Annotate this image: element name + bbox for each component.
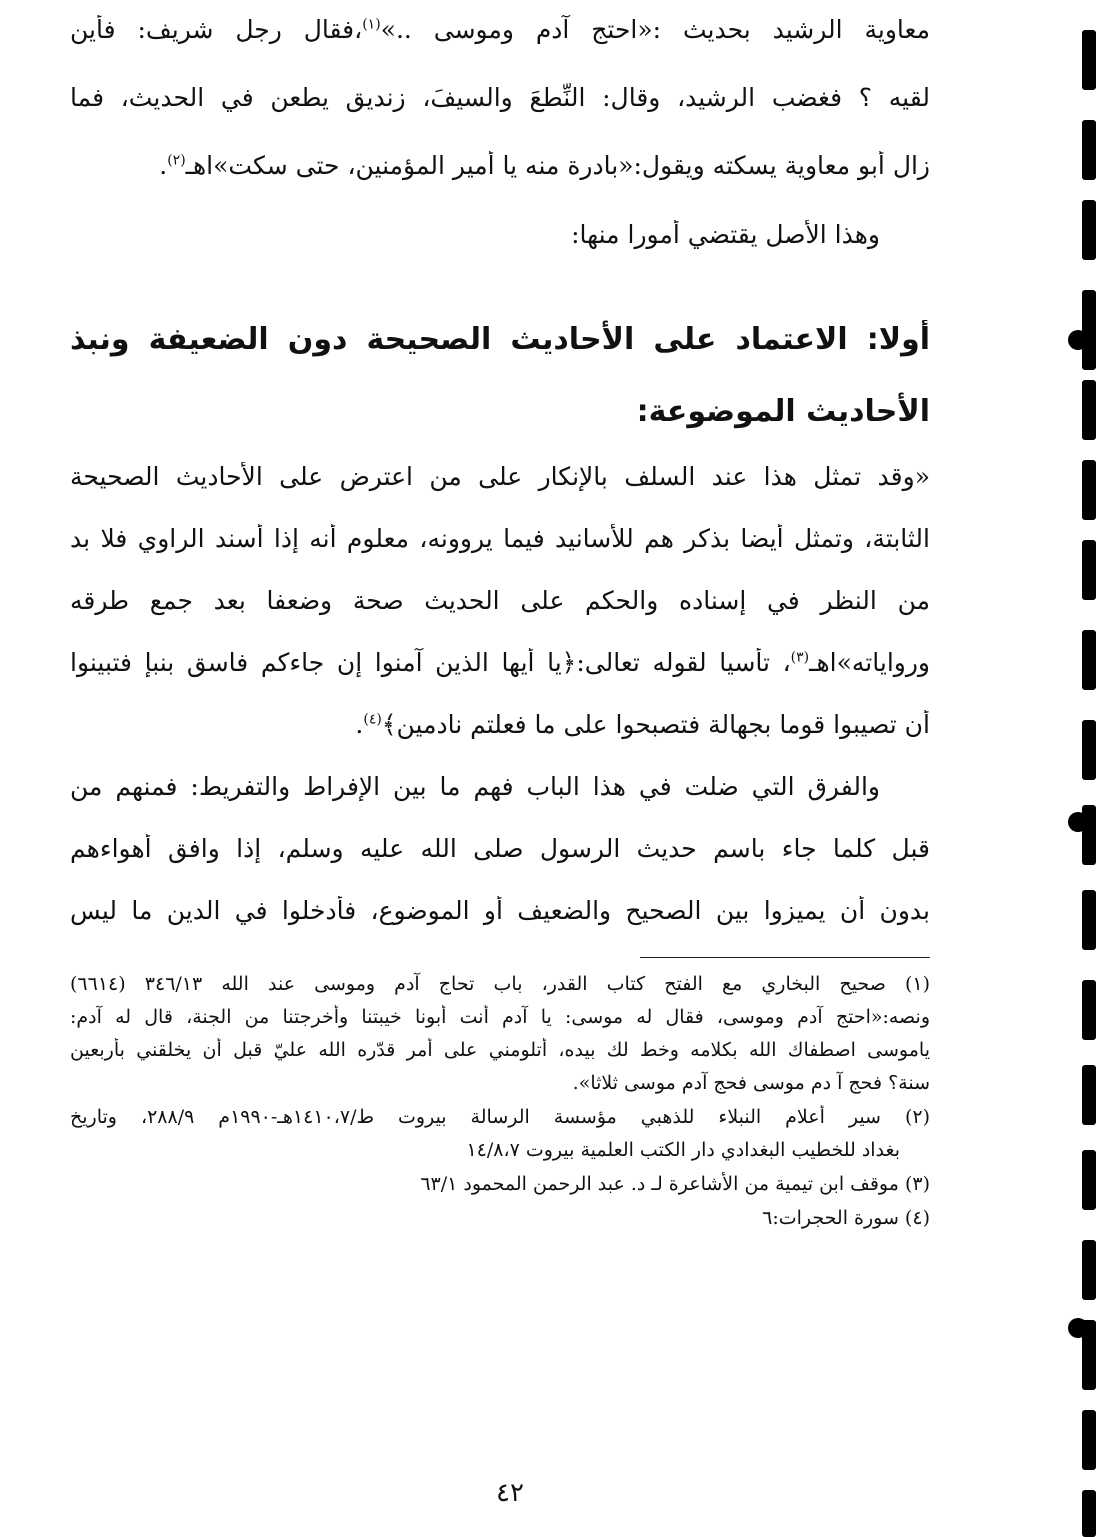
footnote-1-line-4: سنة؟ فحج آ دم موسى فحج آدم موسى ثلاثا». [572,1072,930,1094]
binding-dot [1068,330,1088,350]
binding-mark [1082,630,1096,690]
binding-mark [1082,380,1096,440]
footnotes [70,972,930,1239]
footnote-1-line-1: (١) صحيح البخاري مع الفتح كتاب القدر، باب تحاج آدم وموسى عند الله ٣٤٦/١٣ (٦٦١٤) [70,973,930,995]
binding-dot [1068,1318,1088,1338]
footnote-2-line-2: بغداد للخطيب البغدادي دار الكتب العلمية بيروت ١٤/٨،٧ [466,1139,900,1161]
paragraph-4 [70,772,930,958]
binding-mark [1082,1490,1096,1537]
binding-mark [1082,290,1096,370]
section-heading [70,320,930,464]
p3-line-5 [70,710,930,740]
binding-mark [1082,720,1096,780]
binding-mark [1082,460,1096,520]
paragraph-1 [70,15,930,219]
binding-mark [1082,1150,1096,1210]
p1-line-1 [70,15,930,45]
p1-line-1-text: معاوية الرشيد بحديث :«احتج آدم وموسى ..» [380,15,930,44]
p3-line-3: من النظر في إسناده والحكم على الحديث صحة وضعفا بعد جمع طرقه [70,586,930,615]
footnote-ref-2[interactable]: (٢) [167,152,186,169]
p2-line-1: وهذا الأصل يقتضي أمورا منها: [571,220,880,249]
p1-line-2: لقيه ؟ فغضب الرشيد، وقال: النِّطعَ والسيفَ، زنديق يطعن في الحديث، فما [70,83,930,112]
p3-line-5-end: . [355,710,364,739]
footnote-ref-3[interactable]: (٣) [790,649,810,666]
footnote-1-line-2: ونصه:«احتج آدم وموسى، فقال له موسى: يا آدم أنت أبونا خيبتنا وأخرجتنا من الجنة، قال له آدم: [70,1006,930,1028]
p1-line-3-text: زال أبو معاوية يسكته ويقول:«بادرة منه يا أمير المؤمنين، حتى سكت»اهـ [185,151,930,180]
binding-mark [1082,1065,1096,1125]
binding-mark [1082,120,1096,180]
p3-line-5-text: أن تصيبوا قوما بجهالة فتصبحوا على ما فعلتم نادمين﴾ [381,710,930,739]
p3-line-4-tail: ، تأسيا لقوله تعالى:﴿يا أيها الذين آمنوا إن جاءكم فاسق بنبإ فتبينوا [70,648,791,677]
binding-mark [1082,1410,1096,1470]
p4-line-2: قبل كلما جاء باسم حديث الرسول صلى الله عليه وسلم، إذا وافق أهواءهم [70,834,930,863]
heading-line-2: الأحاديث الموضوعة: [636,394,930,429]
footnote-ref-4[interactable]: (٤) [363,711,382,728]
p3-line-4 [70,648,930,678]
footnote-ref-1[interactable]: (١) [362,16,381,33]
p4-line-1: والفرق التي ضلت في هذا الباب فهم ما بين الإفراط والتفريط: فمنهم من [70,772,880,801]
binding-mark [1082,540,1096,600]
page-number: ٤٢ [496,1478,524,1508]
binding-mark [1082,200,1096,260]
footnote-separator [640,957,930,958]
p1-line-3-end: . [159,151,168,180]
p3-line-2: الثابتة، وتمثل أيضا بذكر هم للأسانيد فيما يروونه، معلوم أنه إذا أسند الراوي فلا بد [70,524,930,553]
paragraph-3 [70,462,930,772]
footnote-4: (٤) سورة الحجرات:٦ [762,1207,930,1229]
binding-mark [1082,1240,1096,1300]
heading-line-1: أولا: الاعتماد على الأحاديث الصحيحة دون الضعيفة ونبذ [70,322,930,357]
p1-line-1-tail: ،فقال رجل شريف: فأين [70,15,363,44]
footnote-1-line-3: ياموسى اصطفاك الله بكلامه وخط لك بيده، أتلومني على أمر قدّره الله عليّ قبل أن يخلقني بأربعين [70,1039,930,1061]
binding-mark [1082,890,1096,950]
p3-line-1: «وقد تمثل هذا عند السلف بالإنكار على من اعترض على الأحاديث الصحيحة [70,462,930,491]
binding-mark [1082,980,1096,1040]
paragraph-2 [70,220,930,250]
p3-line-4-text: ورواياته»اهـ [809,648,930,677]
footnote-2-line-1: (٢) سير أعلام النبلاء للذهبي مؤسسة الرسالة بيروت ط/١٤١٠،٧هـ-١٩٩٠م ٢٨٨/٩، وتاريخ [70,1106,930,1128]
p4-line-3: بدون أن يميزوا بين الصحيح والضعيف أو الموضوع، فأدخلوا في الدين ما ليس [70,896,930,925]
binding-edge [1062,0,1102,1537]
binding-dot [1068,812,1088,832]
footnote-3: (٣) موقف ابن تيمية من الأشاعرة لـ د. عبد الرحمن المحمود ٦٣/١ [420,1173,930,1195]
binding-mark [1082,30,1096,90]
p1-line-3 [70,151,930,181]
